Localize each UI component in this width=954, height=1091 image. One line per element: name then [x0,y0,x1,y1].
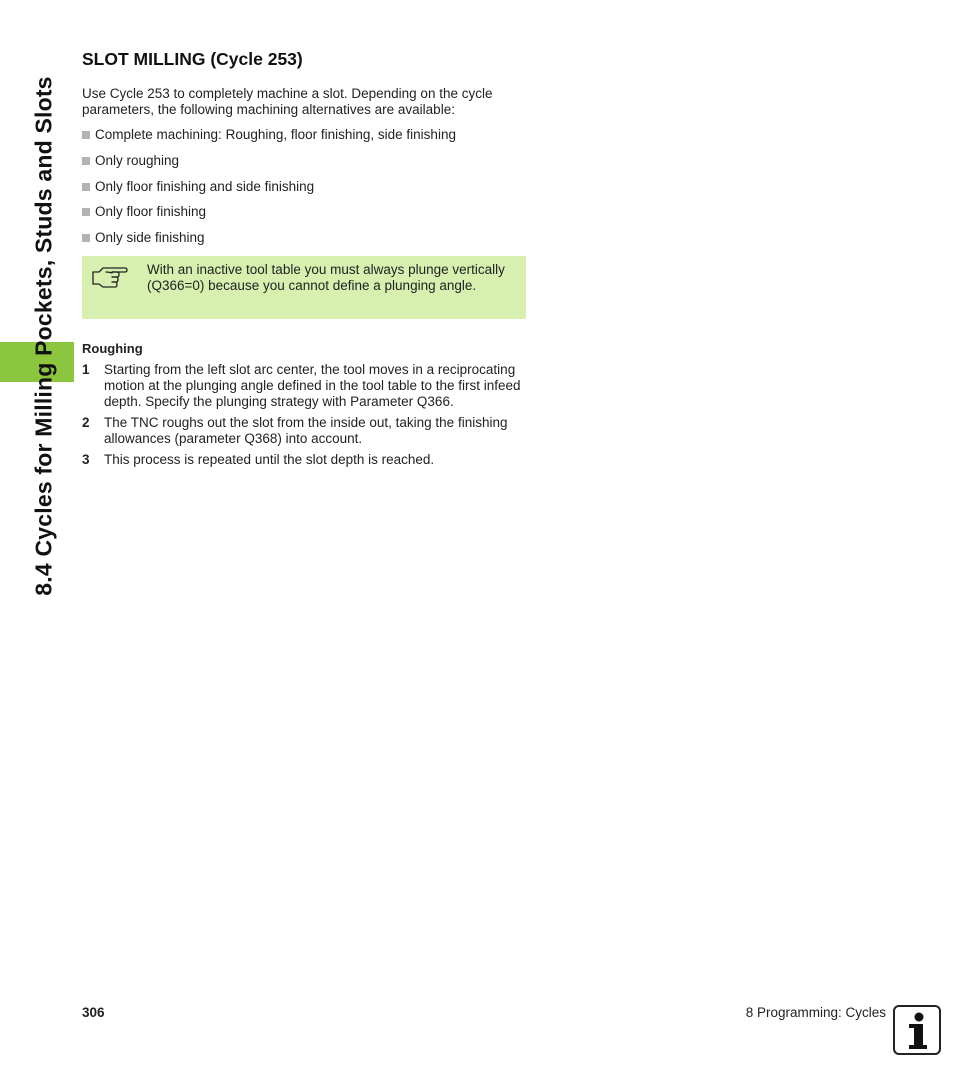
roughing-steps [82,362,526,468]
alternatives-list [82,127,526,246]
section-title: SLOT MILLING (Cycle 253) [82,49,303,69]
bullet-square-icon [82,208,90,216]
footer-chapter: 8 Programming: Cycles [745,1005,886,1020]
bullet-square-icon [82,131,90,139]
bullet-square-icon [82,234,90,242]
bullet-square-icon [82,183,90,191]
note-box [82,256,526,319]
section-intro: Use Cycle 253 to completely machine a slot. Depending on the cycle parameters, the following machining alternatives are available: [82,86,493,117]
bullet-square-icon [82,157,90,165]
page-number: 306 [82,1005,105,1020]
main-content [82,48,526,473]
list-item: 1 Starting from the left slot arc center, the tool moves in a reciprocating motion at the plunging angle defined in the tool table to the first infeed depth. Specify the plunging strategy with Parameter Q366. [82,361,521,409]
list-item: Only floor finishing and side finishing [82,179,526,195]
list-item: Only side finishing [82,230,526,246]
note-text: With an inactive tool table you must always plunge vertically (Q366=0) because you cannot define a plunging angle. [147,261,505,293]
roughing-heading: Roughing [82,340,143,356]
list-item: Complete machining: Roughing, floor finishing, side finishing [82,127,526,143]
list-item: 2 The TNC roughs out the slot from the inside out, taking the finishing allowances (parameter Q368) into account. [82,414,508,446]
chapter-side-title: 8.4 Cycles for Milling Pockets, Studs and Slots [30,76,57,596]
list-item: Only roughing [82,153,526,169]
list-item: 3 This process is repeated until the slot depth is reached. [82,451,435,467]
pointing-hand-icon [92,265,128,296]
info-icon [893,1005,941,1055]
list-item: Only floor finishing [82,204,526,220]
